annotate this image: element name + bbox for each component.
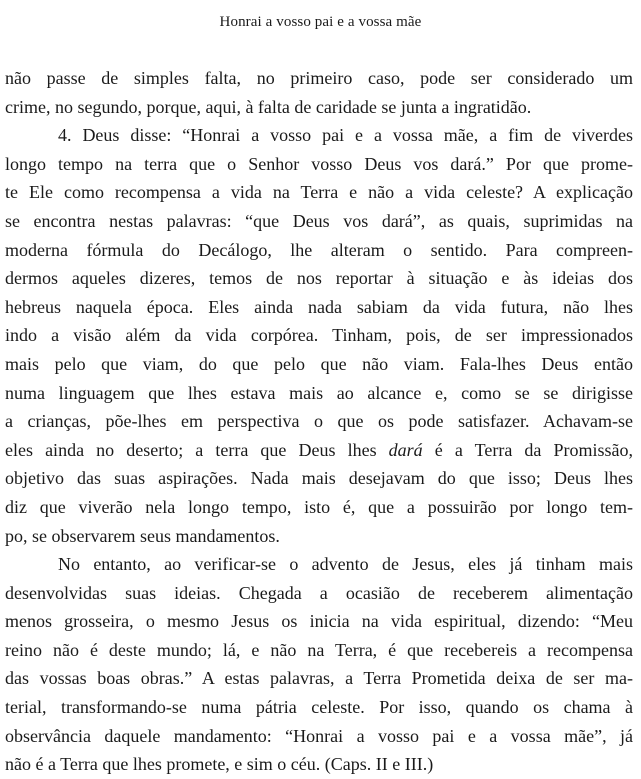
text-line: não passe de simples falta, no primeiro caso, pode ser considerado um bbox=[5, 68, 633, 88]
running-header: Honrai a vosso pai e a vossa mãe bbox=[219, 14, 422, 30]
text-line: reino não é deste mundo; lá, e não na Terra, é que recebereis a recompensa bbox=[5, 639, 633, 660]
text-line: dermos aqueles dizeres, temos de nos reportar à situação e às ideias dos bbox=[5, 268, 633, 289]
text-line: numa linguagem que lhes estava mais ao alcance e, como se se dirigisse bbox=[5, 382, 633, 403]
text-line-with-italic bbox=[5, 436, 633, 465]
text-line: moderna fórmula do Decálogo, lhe alteram o sentido. Para compreen- bbox=[5, 239, 633, 260]
text-line: desenvolvidas suas ideias. Chegada a ocasião de receberem alimentação bbox=[5, 582, 633, 603]
body-text bbox=[5, 64, 633, 779]
text-line: te Ele como recompensa a vida na Terra e não a vida celeste? A explicação bbox=[5, 182, 633, 203]
text-line: se encontra nestas palavras: “que Deus vos dará”, as quais, suprimidas na bbox=[5, 210, 633, 231]
paragraph-first-line: 4. Deus disse: “Honrai a vosso pai e a vossa mãe, a fim de viverdes bbox=[58, 125, 633, 146]
text-line: hebreus naquela época. Eles ainda nada sabiam da vida futura, não lhes bbox=[5, 296, 633, 317]
text-line: terial, transformando-se numa pátria celeste. Por isso, quando os chama à bbox=[5, 697, 633, 718]
text-fragment: é a Terra da Promissão, bbox=[422, 439, 633, 460]
text-line: das vossas boas obras.” A estas palavras, a Terra Prometida deixa de ser ma- bbox=[5, 668, 633, 689]
text-line: menos grosseira, o mesmo Jesus os inicia na vida espiritual, dizendo: “Meu bbox=[5, 611, 633, 632]
text-line: crime, no segundo, porque, aqui, à falta de caridade se junta a ingratidão. bbox=[5, 96, 532, 117]
text-line: diz que viverão nela longo tempo, isto é, que a possuirão por longo tem- bbox=[5, 496, 633, 517]
text-fragment: eles ainda no deserto; a terra que Deus lhes bbox=[5, 439, 389, 460]
text-line: objetivo das suas aspirações. Nada mais desejavam do que isso; Deus lhes bbox=[5, 468, 633, 489]
text-line: mais pelo que viam, do que pelo que não viam. Fala-lhes Deus então bbox=[5, 353, 633, 374]
paragraph-first-line: No entanto, ao verificar-se o advento de Jesus, eles já tinham mais bbox=[58, 554, 633, 575]
text-line: po, se observarem seus mandamentos. bbox=[5, 525, 280, 546]
italic-word: dará bbox=[388, 439, 423, 460]
text-line: observância daquele mandamento: “Honrai a vosso pai e a vossa mãe”, já bbox=[5, 725, 633, 746]
text-line: indo a visão além da vida corpórea. Tinham, pois, de ser impressionados bbox=[5, 325, 633, 346]
text-line: não é a Terra que lhes promete, e sim o céu. (Caps. II e III.) bbox=[5, 754, 434, 775]
text-line: longo tempo na terra que o Senhor vosso Deus vos dará.” Por que prome- bbox=[5, 153, 633, 174]
text-line: a crianças, põe-lhes em perspectiva o que os pode satisfazer. Achavam-se bbox=[5, 411, 633, 432]
